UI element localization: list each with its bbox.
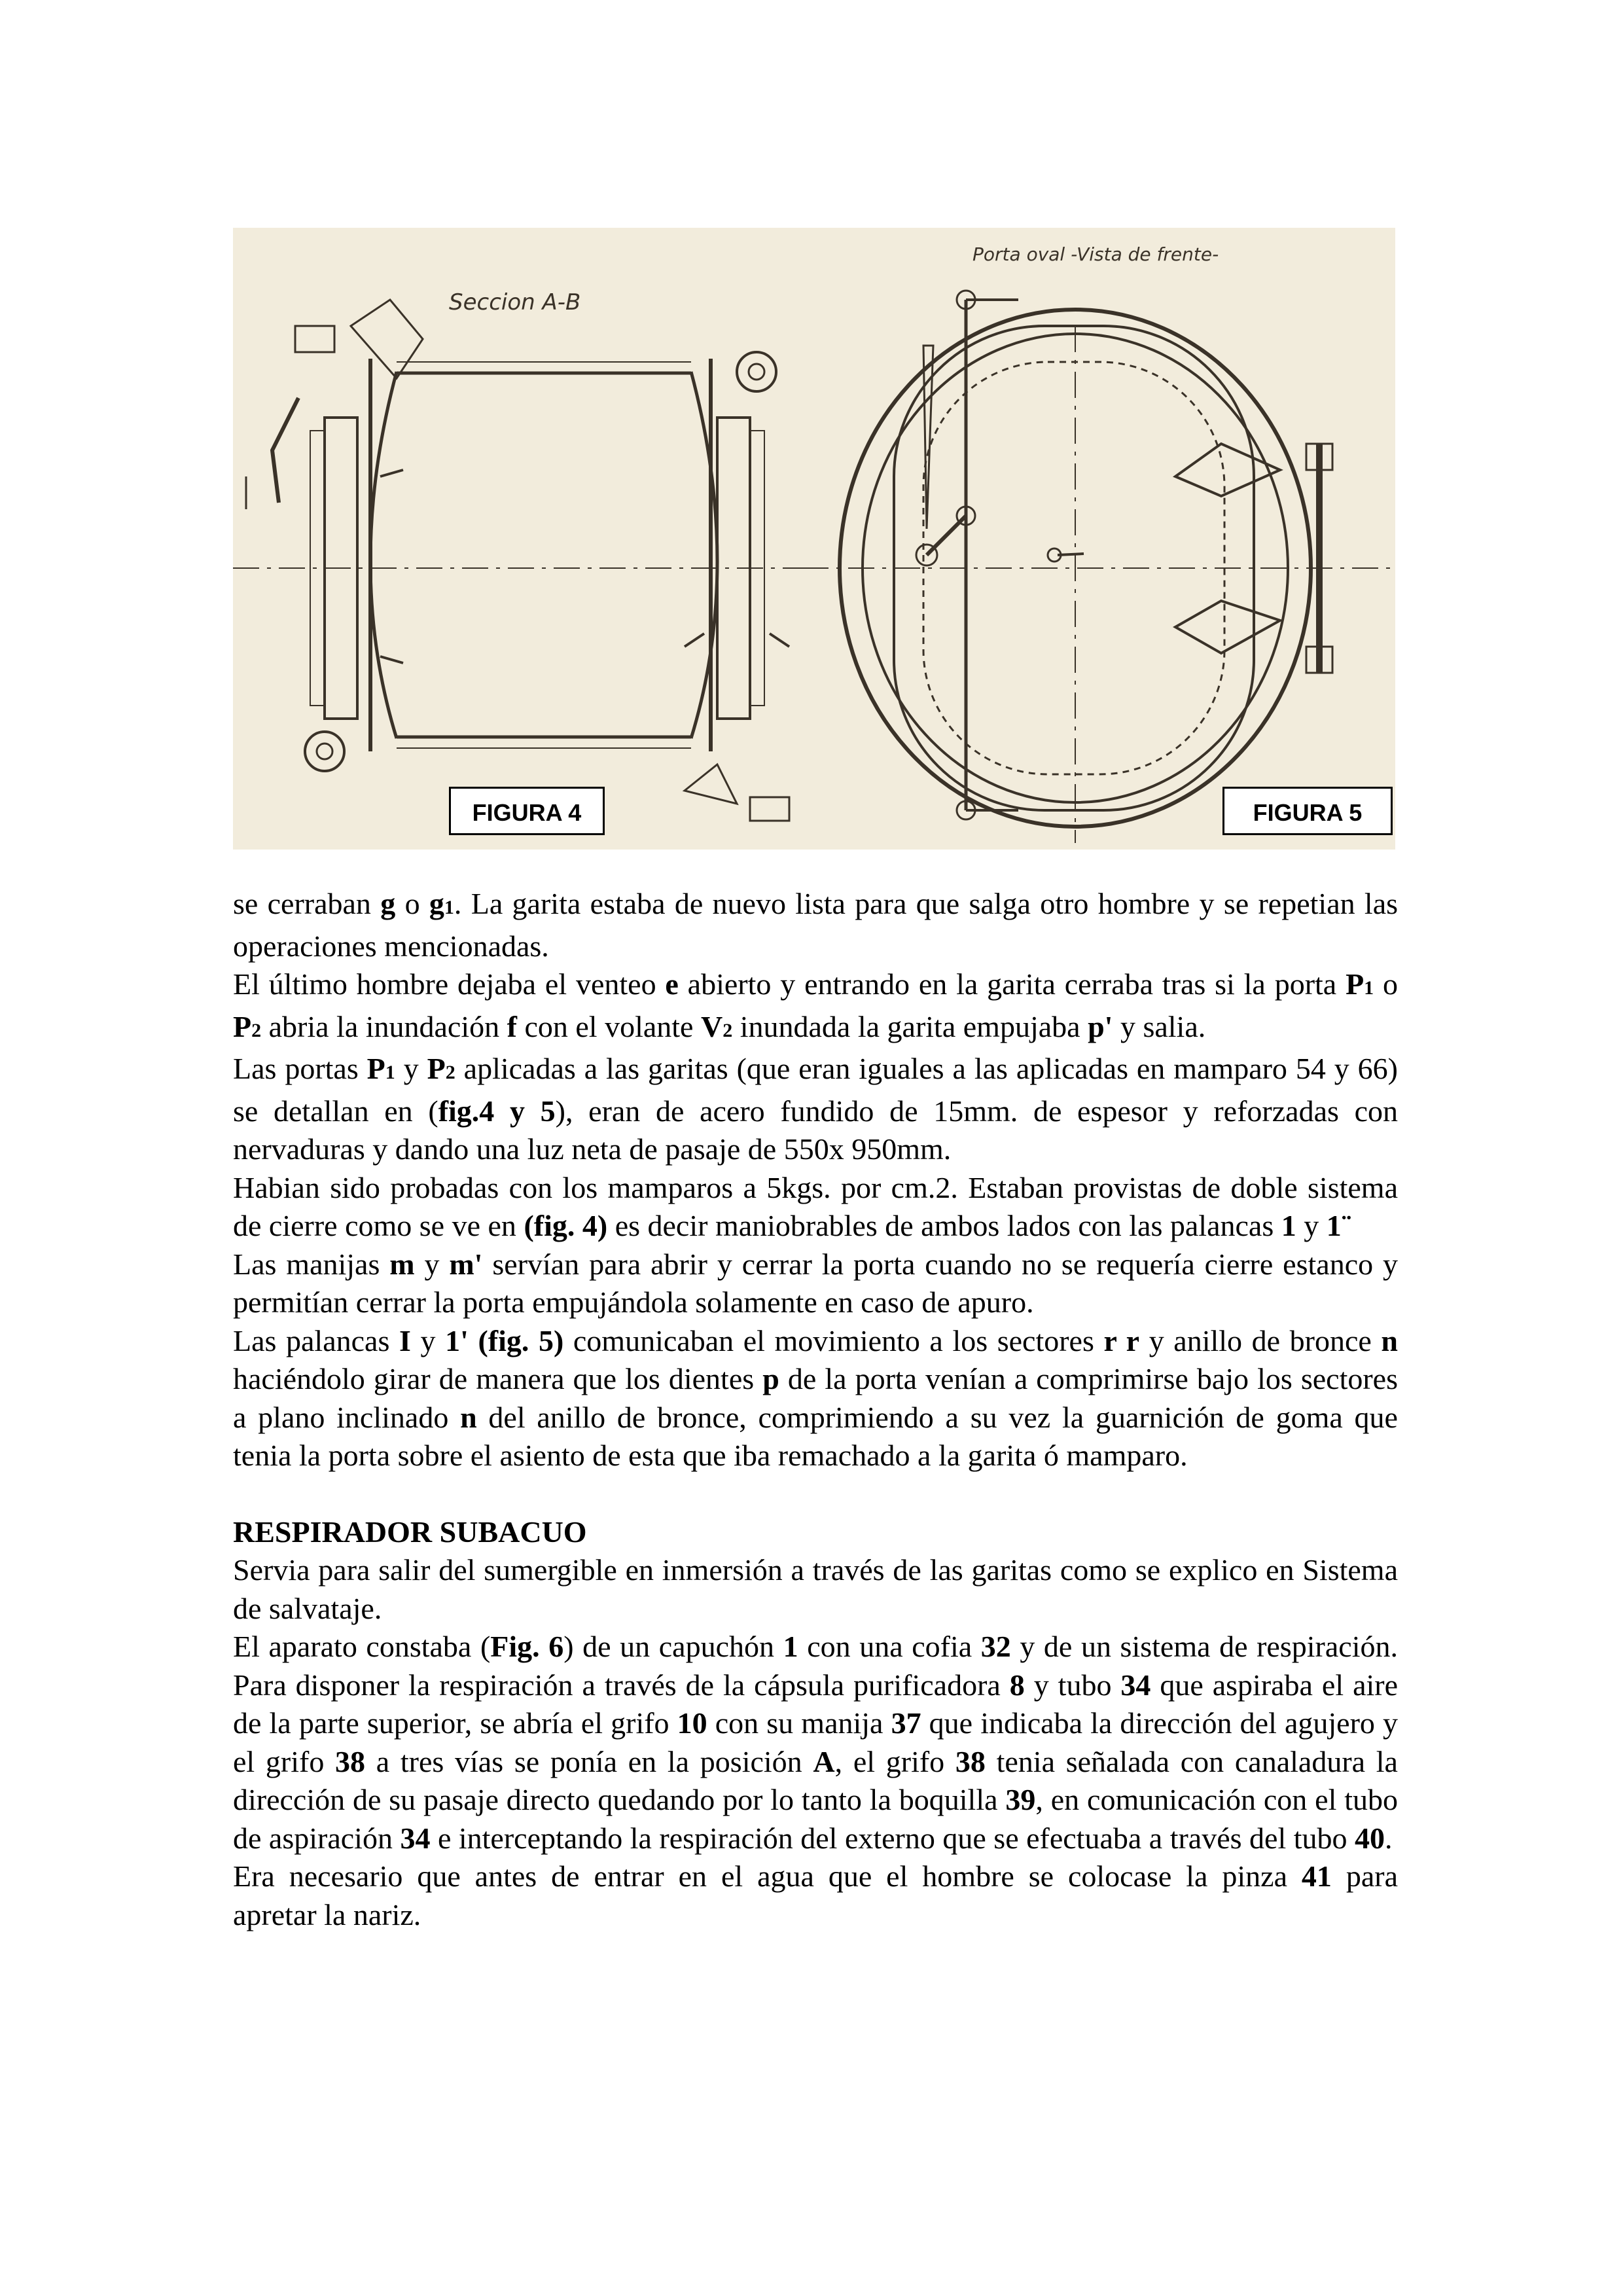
paragraph-1: se cerraban g o g1. La garita estaba de nuevo lista para que salga otro hombre y se repetian las operaciones mencionadas. [233,887,1399,963]
technical-drawing [233,228,1395,850]
body-text [233,885,1398,1934]
section-paragraph-3-end: apretar la nariz. [233,1897,421,1931]
figure-drawings [233,228,1395,850]
section-paragraph-1: Servia para salir del sumergible en inmersión a través de las garitas como se explico en Sistema de salvataje. [233,1553,1398,1625]
figure-5-label: FIGURA 5 [1222,787,1393,835]
section-paragraph-3: Era necesario que antes de entrar en el agua que el hombre se colocase la pinza 41 para [233,1859,1398,1893]
paragraph-3: Las portas P1 y P2 aplicadas a las garitas (que eran iguales a las aplicadas en mamparo 54 y 66) se detallan en (fig.4 y 5), eran de acero fundido de 15mm. de espesor y reforzadas con nervaduras y dando una luz neta de pasaje de 550x 950mm. [233,1052,1399,1166]
sketch-title-left: Seccion A-B [449,289,581,315]
section-heading: RESPIRADOR SUBACUO [233,1515,587,1549]
section-paragraph-2: El aparato constaba (Fig. 6) de un capuchón 1 con una cofia 32 y de un sistema de respiración. Para disponer la respiración a través de la cápsula purificadora 8 y tubo 34 que aspiraba el aire de la parte superior, se abría el grifo 10 con su manija 37 que indicaba la dirección del agujero y el grifo 38 a tres vías se ponía en la posición A, el grifo 38 tenia señalada con canaladura la dirección de su pasaje directo quedando por lo tanto la boquilla 39, en comunicación con el tubo de aspiración 34 e interceptando la respiración del externo que se efectuaba a través del tubo 40. [233,1630,1399,1855]
paragraph-6: Las palancas I y 1' (fig. 5) comunicaban el movimiento a los sectores r r y anillo de bronce n haciéndolo girar de manera que los dientes p de la porta venían a comprimirse bajo los sectores a plano inclinado n del anillo de bronce, comprimiendo a su vez la guarnición de goma que tenia la porta sobre el asiento de esta que iba remachado a la garita ó mamparo. [233,1323,1399,1472]
paragraph-2: El último hombre dejaba el venteo e abierto y entrando en la garita cerraba tras si la porta P1 o P2 abria la inundación f con el volante V2 inundada la garita empujaba p' y salia. [233,967,1399,1043]
figure-4-label: FIGURA 4 [449,787,605,835]
sketch-title-right: Porta oval -Vista de frente- [972,243,1219,265]
paragraph-5: Las manijas m y m' servían para abrir y cerrar la porta cuando no se requería cierre estanco y permitían cerrar la porta empujándola solamente en caso de apuro. [233,1247,1398,1319]
paragraph-4: Habian sido probadas con los mamparos a 5kgs. por cm.2. Estaban provistas de doble sistema de cierre como se ve en (fig. 4) es decir maniobrables de ambos lados con las palancas 1 y 1¨ [233,1170,1398,1242]
